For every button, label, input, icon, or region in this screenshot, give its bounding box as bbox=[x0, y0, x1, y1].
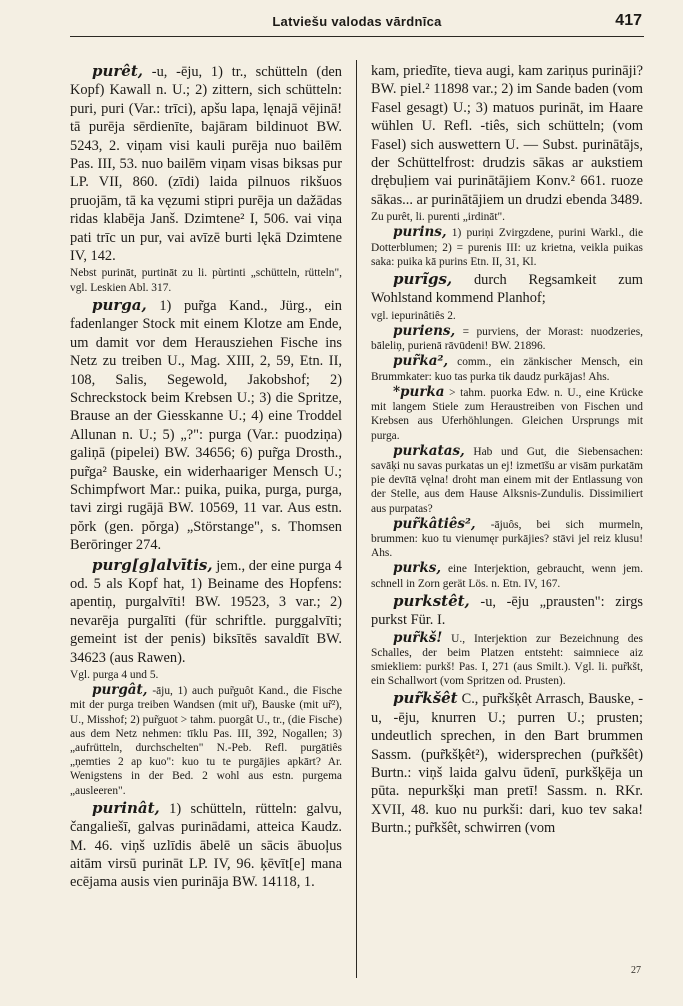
dictionary-entry bbox=[371, 324, 643, 353]
dictionary-entry bbox=[371, 631, 643, 689]
dictionary-entry bbox=[371, 62, 643, 209]
entry-text: kam, priedīte, tieva augi, kam zariņus purināji? BW. piel.² 11898 var.; 2) im Sande baden (vom Fasel gesagt) U.; 3) matuos purināt, im Haare wühlen U. Refl. -tiês, sich schütteln; (vom Fasel) sich auswettern U. — Subst. purinātājs, der Schüttelfrost: drudzis sākas ar aukstiem drębuļiem vai purinātājiem Konv.² 661. ruoze sākas... ar purinātājiem un drudzi ebenda 3489. bbox=[371, 63, 643, 208]
dictionary-entry bbox=[371, 444, 643, 516]
entry-headword: purkatas, bbox=[393, 442, 465, 459]
entry-headword: purinât, bbox=[92, 798, 160, 817]
dictionary-entry bbox=[70, 62, 342, 265]
dictionary-entry bbox=[70, 668, 342, 682]
entry-text: 1) puriņi Zvirgzdene, purini Warkl., die Dotterblumen; 2) = purenis III: uz krietna, veikla puikas saka: puika kā purins Etn. II, 31, Kl. bbox=[371, 227, 643, 268]
entry-headword: purêt, bbox=[92, 62, 143, 80]
dictionary-entry bbox=[371, 225, 643, 269]
entry-text: Hab und Gut, die Siebensachen: savāķi nu savas purkatas un ej! izmetīšu ar visām purkatām pie devītā vęlna! droht man einem mit der Entlassung von der Stelle, aus dem Hause Alksnis-Zundulis. Dissimiliert aus purpatas? bbox=[371, 445, 643, 515]
dictionary-entry bbox=[371, 354, 643, 383]
entry-text: durch Regsamkeit zum Wohlstand kommend Planhof; bbox=[371, 272, 643, 307]
dictionary-entry bbox=[371, 270, 643, 308]
entry-headword: purins, bbox=[393, 224, 447, 241]
entry-text: C., pur̃kšķêt Arrasch, Bauske, -u, -ēju, knurren U.; purren U.; prusten; undeutlich sprechen, in den Bart brummen Sassm. (pur̃kšķêt²), widersprechen (pur̃kšêt) Burtn.: viņš laida galvu ūdenī, purkšķēja un pūta. nepurkšķi man pretī! Sassm. n. RKr. XVII, 48. kuo nu purkši: dari, kuo tev saka! Burtn.; pur̃kšêt, schwirren (vom bbox=[371, 691, 643, 837]
dictionary-entry bbox=[371, 689, 643, 837]
dictionary-entry bbox=[371, 210, 643, 224]
entry-text: 1) pur̃ga Kand., Jürg., ein fadenlanger Stock mit einem Klotze am Ende, um damit vor dem Herausziehen Fische ins Netz zu treiben U., Mag. XIII, 2, 59, Etn. II, 108, Salis, Segewold, Jakobshof; 2) Schreckstock beim Krebsen U.; 3) die Spritze, Brause an der Giesskanne U.; 4) eine Troddel Allunan n. U.; 5) „?": purga (Var.: puodziņa) galiņā (pipelei) BW. 34656; 6) pur̃ga Drosth., pur̃ga² Bauske, ein widerhaariger Mensch U.; Schimpfwort Mar.: puika, puika, purga, purga, tavi zirgi rugājā BW. 10569, 11 var. Aus estn. pŏrk (gen. pŏrga) „Störstange", s. Thomsen Berōringer 274. bbox=[70, 297, 342, 554]
dictionary-entry bbox=[371, 517, 643, 561]
left-column bbox=[70, 62, 342, 984]
entry-text: Vgl. purga 4 und 5. bbox=[70, 669, 159, 681]
entry-headword: purkstêt, bbox=[393, 591, 470, 610]
entry-headword: purgât, bbox=[92, 682, 148, 699]
entry-text: -ājuôs, bei sich murmeln, brummen: kuo tu vienumęr purkājies? stāvi jel reiz klusu! Ahs. bbox=[371, 518, 643, 560]
dictionary-entry bbox=[70, 556, 342, 667]
entry-headword: purĩgs, bbox=[393, 270, 453, 289]
entry-text: Nebst purināt, purtināt zu li. pùrtinti „schütteln, rütteln", vgl. Leskien Abl. 317. bbox=[70, 267, 342, 294]
column-divider bbox=[356, 60, 357, 978]
entry-text: = purviens, der Morast: nuodzeries, bāleliņ, purienā rāvūdeni! BW. 21896. bbox=[371, 326, 643, 353]
entry-headword: pur̃kšêt bbox=[393, 689, 458, 708]
page-number: 417 bbox=[615, 12, 642, 29]
dictionary-entry bbox=[70, 266, 342, 294]
entry-text: -āju, 1) auch pur̃guôt Kand., die Fische mit der purga treiben Wandsen (mit ur̃), Bauske (mit ur̃²), U., Misshof; 2) pur̃guot > tahm. puorgât U., tr., (die Fische) aus dem Netz nehmen: tīklu Pas. III, 392, Nogallen; 3) „aufrütteln, durchschelten" N.-Peb. Refl. purgātiês „ņemties 2 ap kuo": kuo tu te purgājies apkārt? Ar. Wenigstens in der Bed. 2 wohl aus estn. purgema „ausleeren". bbox=[70, 685, 342, 797]
entry-text: comm., ein zänkischer Mensch, ein Brummkater: kuo tas purka tik daudz purkājas! Ahs. bbox=[371, 356, 643, 383]
dictionary-entry bbox=[70, 799, 342, 892]
entry-text: jem., der eine purga 4 od. 5 als Kopf hat, 1) Beiname des Hopfens: apentiņ, purgalvīti! BW. 19523, 3 var.; 2) nevarēja purgalīti (für schriftle. purggalvīti; gemeint ist der penis) biksītēs savaldīt BW. 34623 (aus Rawen). bbox=[70, 557, 342, 666]
entry-headword: purg[g]alvītis, bbox=[92, 555, 213, 574]
entry-text: -u, -ēju, 1) tr., schütteln (den Kopf) Kawall n. U.; 2) zittern, sich schütteln: puri, puri (Var.: trīci), apšu lapa, lęnajā vējinā! tā purēja sērdienīte, bajāram bildinuot BW. 5243, 2. viņam visi kauli purēja nuo bailēm Pas. III, 53. nuo bailēm viņam visas biksas pur LP. VII, 860. (zīdi) laida pilnuos rikšuos pruojām, tā ka vęzumi stipri purēja un dažādas ridas klabēja Janš. Dzimtene² I, 506. vai viņa pati trīc un pur, vai avīzē burti lękā Dzimtene IV, 142. bbox=[70, 64, 342, 265]
entry-headword: *purka bbox=[393, 383, 445, 400]
dictionary-entry bbox=[371, 385, 643, 443]
dictionary-entry bbox=[70, 683, 342, 798]
dictionary-entry bbox=[371, 561, 643, 590]
entry-headword: pur̃kâtiês², bbox=[393, 515, 476, 532]
entry-text: > tahm. puorka Edw. n. U., eine Krücke mit langem Stiele zum Heraustreiben von Fischen und Krebsen aus Uferhöhlungen. Gleichen Ursprungs mit purga. bbox=[371, 386, 643, 442]
dictionary-title: Latviešu valodas vārdnīca bbox=[272, 14, 442, 29]
entry-text: -u, -ēju „prausten": zirgs purkst Für. I. bbox=[371, 593, 643, 629]
entry-headword: puriens, bbox=[393, 323, 456, 340]
entry-headword: purga, bbox=[92, 295, 147, 314]
signature-number: 27 bbox=[631, 965, 641, 976]
dictionary-entry bbox=[371, 309, 643, 323]
entry-headword: pur̃ka², bbox=[393, 353, 449, 370]
entry-headword: pur̃kš! bbox=[393, 629, 443, 646]
dictionary-entry bbox=[371, 592, 643, 630]
entry-text: eine Interjektion, gebraucht, wenn jem. schnell in Zorn gerät Lös. n. Etn. IV, 167. bbox=[371, 563, 643, 590]
dictionary-entry bbox=[70, 296, 342, 555]
entry-text: 1) schütteln, rütteln: galvu, čangaliešī, galvas purinādami, atteica Kaudz. M. 46. viņš uzlīdis ābelē un sācis ābuoļus aitām virsū purināt LP. IV, 96. ķēvīt[e] mana ecējama ausis vien purināja BW. 14118, 1. bbox=[70, 800, 342, 891]
right-column bbox=[371, 62, 643, 984]
entry-text: Zu purêt, li. purenti „irdināt". bbox=[371, 211, 506, 224]
entry-headword: purks, bbox=[393, 560, 442, 577]
page-header bbox=[70, 8, 644, 37]
entry-text: vgl. iepurinâtiês 2. bbox=[371, 309, 456, 322]
entry-text: U., Interjektion zur Bezeichnung des Schalles, der beim Platzen entsteht: saimniece aiz smiekliem: purkš! Pas. I, 271 (aus Smilt.). Vgl. li. pur̃kšt, ein Schallwort (vom Spritzen od. Prusten). bbox=[371, 632, 643, 688]
